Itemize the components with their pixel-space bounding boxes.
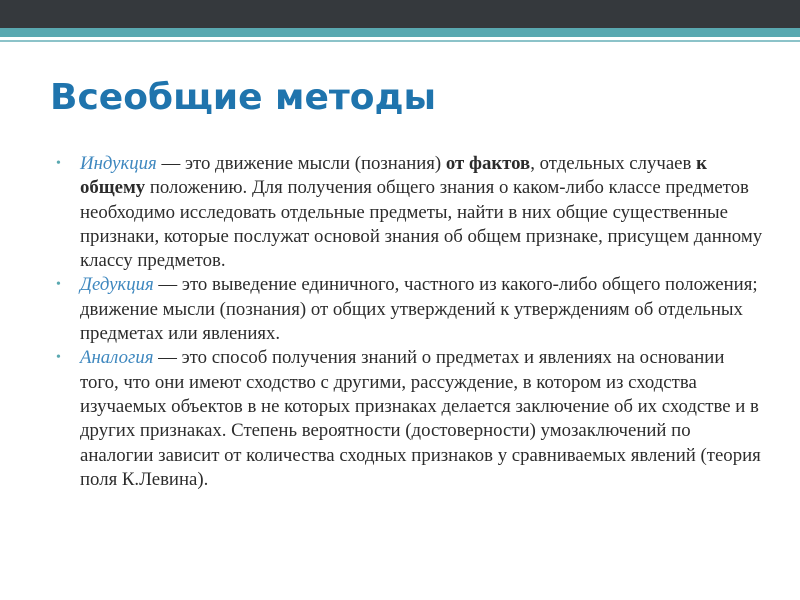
induction-emphasis-general: к общему xyxy=(80,153,707,199)
slide-header-bar xyxy=(0,0,800,28)
analogy-text: — это способ получения знаний о предметах и явлениях на основании того, что они имеют сходство с другими, рассуждение, в котором из сходства изучаемых объектов в не которых признаках делается заключение об их сходстве и в других признаках. Степень вероятности (достоверности) умозаключений по аналогии зависит от количества сходных признаков у сравниваемых явлений (теория поля К.Левина). xyxy=(80,347,761,490)
induction-text-3: положению. Для получения общего знания о каком-либо классе предметов необходимо исследовать отдельные предметы, найти в них общие существенные признаки, которые послужат основой знания об общем признаке, присущем данному классу предметов. xyxy=(80,177,763,272)
slide-accent-stripe xyxy=(0,28,800,37)
slide-title: Всеобщие методы xyxy=(50,77,437,118)
bullet-list xyxy=(56,152,766,492)
term-induction: Индукция xyxy=(80,153,157,174)
term-deduction: Дедукция xyxy=(80,274,154,296)
induction-text-2: , отдельных случаев xyxy=(530,153,697,174)
induction-text-1: — это движение мысли (познания) xyxy=(156,153,446,174)
term-analogy: Аналогия xyxy=(80,347,154,369)
induction-emphasis-facts: от фактов xyxy=(445,153,531,174)
slide-accent-line xyxy=(0,40,800,42)
bullet-icon: • xyxy=(56,277,61,293)
list-item-induction xyxy=(56,152,766,273)
bullet-icon: • xyxy=(56,350,61,366)
bullet-icon: • xyxy=(56,156,61,171)
deduction-text: — это выведение единичного, частного из какого-либо общего положения; движение мысли (познания) от общих утверждений к утверждениям об отдельных предметах или явлениях. xyxy=(80,274,758,345)
list-item-deduction xyxy=(56,273,766,346)
list-item-analogy xyxy=(56,346,766,492)
